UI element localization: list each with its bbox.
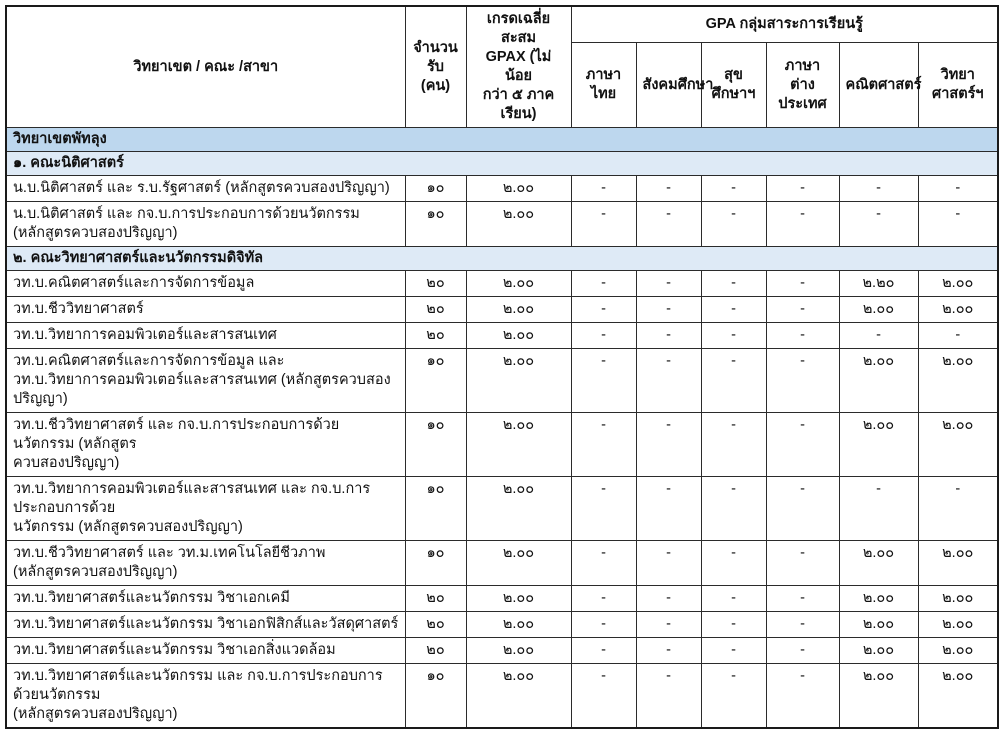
gpa-science-cell: - [918, 477, 998, 541]
gpa-health-cell: - [701, 664, 766, 729]
gpa-health-cell: - [701, 541, 766, 586]
program-row [6, 638, 998, 664]
program-name-cell: วท.บ.ชีววิทยาศาสตร์ และ วท.ม.เทคโนโลยีชีวภาพ (หลักสูตรควบสองปริญญา) [6, 541, 405, 586]
quota-cell: ๑๐ [405, 176, 466, 202]
program-name-cell: น.บ.นิติศาสตร์ และ กจ.บ.การประกอบการด้วยนวัตกรรม (หลักสูตรควบสองปริญญา) [6, 202, 405, 247]
gpa-social-cell: - [636, 297, 701, 323]
quota-cell: ๒๐ [405, 638, 466, 664]
program-name-cell: น.บ.นิติศาสตร์ และ ร.บ.รัฐศาสตร์ (หลักสูตรควบสองปริญญา) [6, 176, 405, 202]
program-name-cell: วท.บ.วิทยาการคอมพิวเตอร์และสารสนเทศ [6, 323, 405, 349]
faculty-header-row [6, 247, 998, 271]
quota-cell: ๑๐ [405, 541, 466, 586]
gpa-foreign-cell: - [766, 586, 839, 612]
header-subject-foreign-language: ภาษา ต่างประเทศ [766, 43, 839, 128]
gpa-foreign-cell: - [766, 541, 839, 586]
gpa-foreign-cell: - [766, 271, 839, 297]
gpa-health-cell: - [701, 202, 766, 247]
gpa-foreign-cell: - [766, 202, 839, 247]
program-name-cell: วท.บ.วิทยาศาสตร์และนวัตกรรม วิชาเอกเคมี [6, 586, 405, 612]
gpa-math-cell: ๒.๐๐ [839, 349, 918, 413]
gpa-math-cell: ๒.๐๐ [839, 541, 918, 586]
quota-cell: ๑๐ [405, 664, 466, 729]
gpax-cell: ๒.๐๐ [466, 541, 571, 586]
gpa-social-cell: - [636, 176, 701, 202]
gpa-math-cell: ๒.๐๐ [839, 638, 918, 664]
program-name-cell: วท.บ.คณิตศาสตร์และการจัดการข้อมูล และ วท.บ.วิทยาการคอมพิวเตอร์และสารสนเทศ (หลักสูตรควบสองปริญญา) [6, 349, 405, 413]
quota-cell: ๒๐ [405, 271, 466, 297]
gpa-foreign-cell: - [766, 413, 839, 477]
gpa-thai-cell: - [571, 612, 636, 638]
gpa-foreign-cell: - [766, 349, 839, 413]
table-header [6, 6, 998, 128]
header-subject-mathematics: คณิตศาสตร์ [839, 43, 918, 128]
campus-name: วิทยาเขตพัทลุง [6, 128, 998, 152]
gpa-math-cell: ๒.๐๐ [839, 612, 918, 638]
gpa-science-cell: ๒.๐๐ [918, 586, 998, 612]
gpa-social-cell: - [636, 323, 701, 349]
gpa-health-cell: - [701, 413, 766, 477]
gpa-science-cell: ๒.๐๐ [918, 612, 998, 638]
gpa-health-cell: - [701, 176, 766, 202]
header-subject-social-studies: สังคมศึกษา [636, 43, 701, 128]
gpa-foreign-cell: - [766, 612, 839, 638]
gpa-thai-cell: - [571, 638, 636, 664]
gpa-health-cell: - [701, 612, 766, 638]
header-subject-health: สุขศึกษาฯ [701, 43, 766, 128]
admissions-table [5, 5, 999, 729]
program-row [6, 586, 998, 612]
gpa-science-cell: ๒.๐๐ [918, 413, 998, 477]
gpa-health-cell: - [701, 323, 766, 349]
program-row [6, 541, 998, 586]
program-name-cell: วท.บ.วิทยาการคอมพิวเตอร์และสารสนเทศ และ กจ.บ.การประกอบการด้วย นวัตกรรม (หลักสูตรควบสองปริญญา) [6, 477, 405, 541]
gpa-math-cell: ๒.๒๐ [839, 271, 918, 297]
table-body [6, 128, 998, 729]
gpa-foreign-cell: - [766, 638, 839, 664]
gpa-science-cell: - [918, 202, 998, 247]
quota-cell: ๑๐ [405, 202, 466, 247]
gpa-thai-cell: - [571, 323, 636, 349]
gpa-math-cell: ๒.๐๐ [839, 586, 918, 612]
gpa-science-cell: ๒.๐๐ [918, 638, 998, 664]
gpa-math-cell: - [839, 202, 918, 247]
gpax-cell: ๒.๐๐ [466, 413, 571, 477]
gpa-social-cell: - [636, 477, 701, 541]
gpa-thai-cell: - [571, 541, 636, 586]
gpa-science-cell: ๒.๐๐ [918, 664, 998, 729]
gpa-social-cell: - [636, 541, 701, 586]
program-row [6, 297, 998, 323]
program-row [6, 202, 998, 247]
quota-cell: ๑๐ [405, 349, 466, 413]
program-name-cell: วท.บ.วิทยาศาสตร์และนวัตกรรม วิชาเอกฟิสิกส์และวัสดุศาสตร์ [6, 612, 405, 638]
quota-cell: ๒๐ [405, 586, 466, 612]
gpa-social-cell: - [636, 413, 701, 477]
gpa-health-cell: - [701, 586, 766, 612]
program-row [6, 413, 998, 477]
gpa-social-cell: - [636, 271, 701, 297]
program-name-cell: วท.บ.ชีววิทยาศาสตร์ [6, 297, 405, 323]
gpa-thai-cell: - [571, 664, 636, 729]
quota-cell: ๒๐ [405, 297, 466, 323]
faculty-name: ๑. คณะนิติศาสตร์ [6, 152, 998, 176]
program-row [6, 349, 998, 413]
gpa-social-cell: - [636, 612, 701, 638]
gpa-thai-cell: - [571, 586, 636, 612]
faculty-name: ๒. คณะวิทยาศาสตร์และนวัตกรรมดิจิทัล [6, 247, 998, 271]
gpa-social-cell: - [636, 586, 701, 612]
gpax-cell: ๒.๐๐ [466, 477, 571, 541]
gpa-health-cell: - [701, 297, 766, 323]
program-name-cell: วท.บ.วิทยาศาสตร์และนวัตกรรม และ กจ.บ.การประกอบการด้วยนวัตกรรม (หลักสูตรควบสองปริญญา) [6, 664, 405, 729]
program-row [6, 664, 998, 729]
gpa-math-cell: - [839, 323, 918, 349]
gpax-cell: ๒.๐๐ [466, 176, 571, 202]
header-subject-science: วิทยาศาสตร์ฯ [918, 43, 998, 128]
gpa-health-cell: - [701, 638, 766, 664]
gpa-science-cell: ๒.๐๐ [918, 271, 998, 297]
quota-cell: ๑๐ [405, 413, 466, 477]
header-program-column: วิทยาเขต / คณะ /สาขา [6, 6, 405, 128]
gpa-foreign-cell: - [766, 176, 839, 202]
program-row [6, 271, 998, 297]
gpa-thai-cell: - [571, 413, 636, 477]
program-name-cell: วท.บ.ชีววิทยาศาสตร์ และ กจ.บ.การประกอบการด้วยนวัตกรรม (หลักสูตร ควบสองปริญญา) [6, 413, 405, 477]
gpa-math-cell: - [839, 176, 918, 202]
gpa-science-cell: - [918, 176, 998, 202]
gpa-math-cell: ๒.๐๐ [839, 297, 918, 323]
gpa-health-cell: - [701, 271, 766, 297]
header-subject-thai: ภาษาไทย [571, 43, 636, 128]
gpax-cell: ๒.๐๐ [466, 323, 571, 349]
gpa-thai-cell: - [571, 176, 636, 202]
gpax-cell: ๒.๐๐ [466, 349, 571, 413]
gpax-cell: ๒.๐๐ [466, 638, 571, 664]
gpa-foreign-cell: - [766, 664, 839, 729]
header-gpa-group: GPA กลุ่มสาระการเรียนรู้ [571, 6, 998, 43]
gpa-thai-cell: - [571, 202, 636, 247]
gpa-health-cell: - [701, 477, 766, 541]
program-name-cell: วท.บ.วิทยาศาสตร์และนวัตกรรม วิชาเอกสิ่งแวดล้อม [6, 638, 405, 664]
program-row [6, 477, 998, 541]
gpa-math-cell: ๒.๐๐ [839, 413, 918, 477]
gpax-cell: ๒.๐๐ [466, 271, 571, 297]
faculty-header-row [6, 152, 998, 176]
gpa-science-cell: - [918, 323, 998, 349]
campus-header-row [6, 128, 998, 152]
gpa-foreign-cell: - [766, 297, 839, 323]
header-gpax-column: เกรดเฉลี่ยสะสม GPAX (ไม่น้อย กว่า ๕ ภาคเรียน) [466, 6, 571, 128]
gpax-cell: ๒.๐๐ [466, 297, 571, 323]
gpa-math-cell: - [839, 477, 918, 541]
gpa-science-cell: ๒.๐๐ [918, 541, 998, 586]
program-name-cell: วท.บ.คณิตศาสตร์และการจัดการข้อมูล [6, 271, 405, 297]
quota-cell: ๑๐ [405, 477, 466, 541]
program-row [6, 612, 998, 638]
gpax-cell: ๒.๐๐ [466, 612, 571, 638]
gpax-cell: ๒.๐๐ [466, 586, 571, 612]
gpax-cell: ๒.๐๐ [466, 664, 571, 729]
gpa-health-cell: - [701, 349, 766, 413]
gpa-thai-cell: - [571, 297, 636, 323]
gpa-foreign-cell: - [766, 323, 839, 349]
quota-cell: ๒๐ [405, 323, 466, 349]
gpa-science-cell: ๒.๐๐ [918, 297, 998, 323]
program-row [6, 176, 998, 202]
gpa-social-cell: - [636, 664, 701, 729]
gpa-social-cell: - [636, 638, 701, 664]
quota-cell: ๒๐ [405, 612, 466, 638]
gpa-thai-cell: - [571, 477, 636, 541]
program-row [6, 323, 998, 349]
gpa-foreign-cell: - [766, 477, 839, 541]
gpa-thai-cell: - [571, 349, 636, 413]
header-quota-column: จำนวนรับ (คน) [405, 6, 466, 128]
gpax-cell: ๒.๐๐ [466, 202, 571, 247]
gpa-social-cell: - [636, 202, 701, 247]
gpa-math-cell: ๒.๐๐ [839, 664, 918, 729]
gpa-thai-cell: - [571, 271, 636, 297]
gpa-science-cell: ๒.๐๐ [918, 349, 998, 413]
gpa-social-cell: - [636, 349, 701, 413]
